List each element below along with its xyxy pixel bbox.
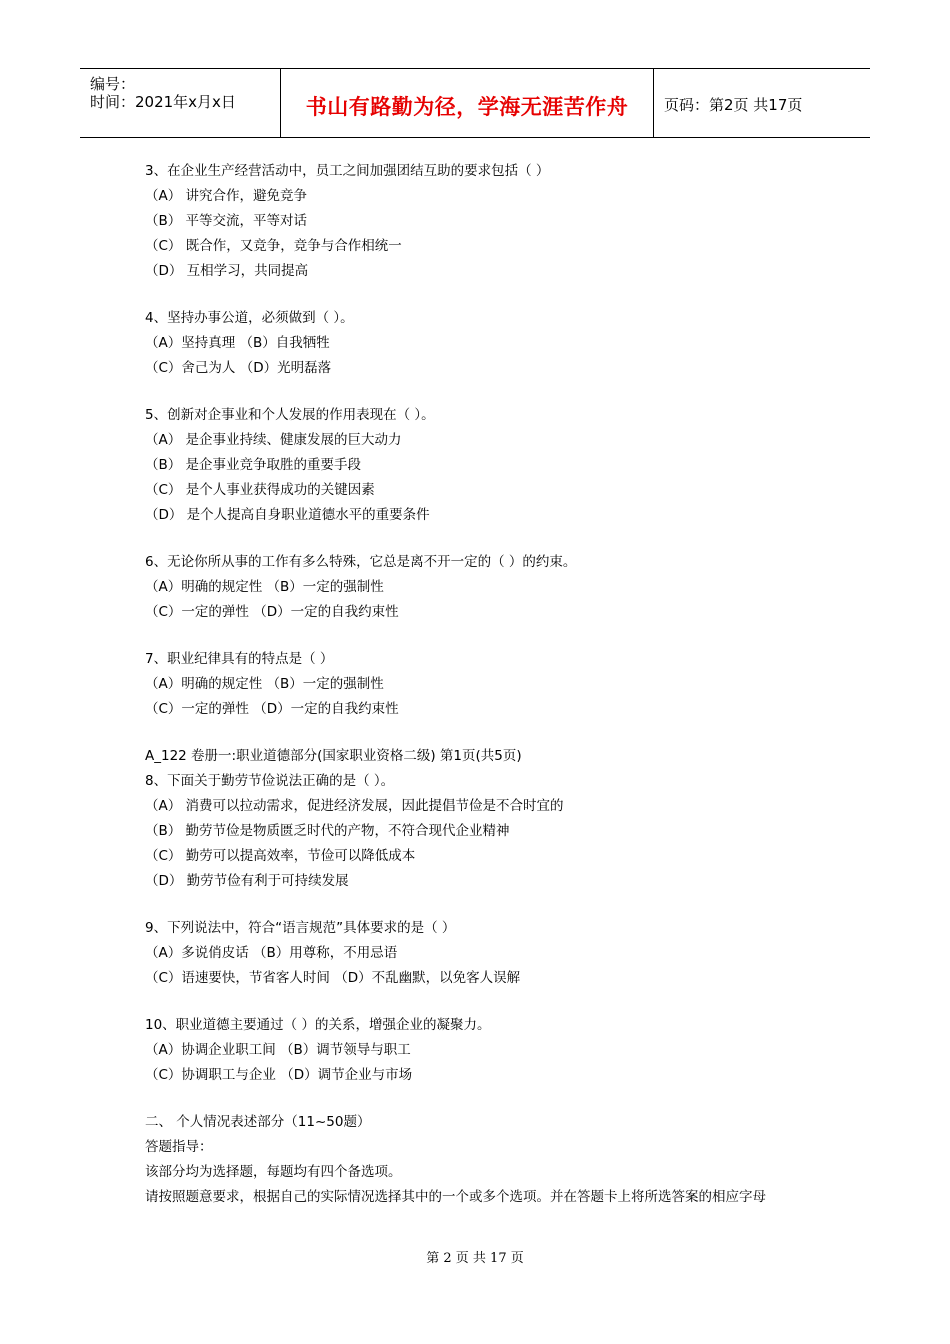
question-7: 7、职业纪律具有的特点是（ ）: [145, 651, 334, 667]
time-label: 时间：2021年x月x日: [90, 93, 236, 111]
header-motto-cell: [281, 69, 654, 137]
question-9: 9、下列说法中，符合“语言规范”具体要求的是（ ）: [145, 920, 456, 936]
instructions-text: 请按照题意要求，根据自己的实际情况选择其中的一个或多个选项。并在答题卡上将所选答案的相应字母: [145, 1189, 766, 1205]
motto-text: 书山有路勤为径，学海无涯苦作舟: [305, 95, 629, 119]
section-heading: 二、 个人情况表述部分（11~50题）: [145, 1114, 371, 1130]
question-6: 6、无论你所从事的工作有多么特殊，它总是离不开一定的（ ）的约束。: [145, 554, 577, 570]
page-info: 页码：第2页 共17页: [664, 96, 803, 114]
question-10: 10、职业道德主要通过（ ）的关系，增强企业的凝聚力。: [145, 1017, 491, 1033]
option-line: （A）明确的规定性 （B）一定的强制性: [145, 579, 384, 595]
option-line: （A） 讲究合作，避免竞争: [145, 188, 308, 204]
page-header: [80, 68, 870, 138]
option-line: （B） 是企事业竞争取胜的重要手段: [145, 457, 362, 473]
question-3: 3、在企业生产经营活动中，员工之间加强团结互助的要求包括（ ）: [145, 163, 550, 179]
option-line: （B） 勤劳节俭是物质匮乏时代的产物，不符合现代企业精神: [145, 823, 510, 839]
option-line: （C）舍己为人 （D）光明磊落: [145, 360, 332, 376]
option-line: （D） 互相学习，共同提高: [145, 263, 309, 279]
option-line: （C） 是个人事业获得成功的关键因素: [145, 482, 375, 498]
question-5: 5、创新对企事业和个人发展的作用表现在（ ）。: [145, 407, 435, 423]
option-line: （C） 既合作，又竞争，竞争与合作相统一: [145, 238, 402, 254]
option-line: （B） 平等交流，平等对话: [145, 213, 308, 229]
question-8: 8、下面关于勤劳节俭说法正确的是（ ）。: [145, 773, 395, 789]
question-4: 4、坚持办事公道，必须做到（ ）。: [145, 310, 354, 326]
header-page-cell: [654, 69, 870, 137]
option-line: （D） 勤劳节俭有利于可持续发展: [145, 873, 349, 889]
instructions-text: 该部分均为选择题，每题均有四个备选项。: [145, 1164, 402, 1180]
page-footer: 第 2 页 共 17 页: [426, 1251, 524, 1266]
section-reference: A_122 卷册一:职业道德部分(国家职业资格二级) 第1页(共5页): [145, 748, 522, 764]
option-line: （A）明确的规定性 （B）一定的强制性: [145, 676, 384, 692]
option-line: （A）多说俏皮话 （B）用尊称，不用忌语: [145, 945, 398, 961]
option-line: （A）坚持真理 （B）自我牺牲: [145, 335, 330, 351]
option-line: （C）一定的弹性 （D）一定的自我约束性: [145, 701, 399, 717]
option-line: （C）语速要快，节省客人时间 （D）不乱幽默，以免客人误解: [145, 970, 521, 986]
header-meta: [80, 69, 281, 137]
option-line: （A）协调企业职工间 （B）调节领导与职工: [145, 1042, 411, 1058]
option-line: （A） 消费可以拉动需求，促进经济发展，因此提倡节俭是不合时宜的: [145, 798, 564, 814]
instructions-label: 答题指导：: [145, 1139, 213, 1155]
option-line: （A） 是企事业持续、健康发展的巨大动力: [145, 432, 402, 448]
option-line: （C）协调职工与企业 （D）调节企业与市场: [145, 1067, 413, 1083]
option-line: （C）一定的弹性 （D）一定的自我约束性: [145, 604, 399, 620]
number-label: 编号：: [90, 75, 136, 93]
option-line: （D） 是个人提高自身职业道德水平的重要条件: [145, 507, 430, 523]
option-line: （C） 勤劳可以提高效率，节俭可以降低成本: [145, 848, 416, 864]
